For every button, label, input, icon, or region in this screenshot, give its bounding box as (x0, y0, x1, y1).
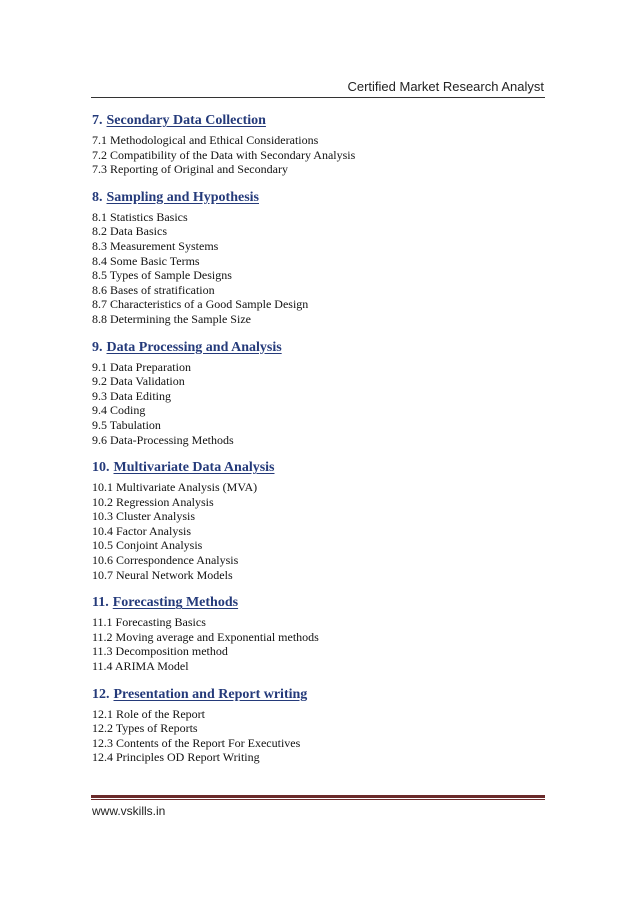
section-title: Forecasting Methods (112, 595, 239, 611)
list-item: 7.2 Compatibility of the Data with Secondary Analysis (92, 147, 356, 162)
section-10 (92, 458, 544, 582)
footer-website: www.vskills.in (92, 804, 166, 818)
list-item: 10.7 Neural Network Models (92, 567, 233, 582)
section-heading (92, 458, 544, 477)
section-title: Multivariate Data Analysis (113, 460, 275, 476)
section-number: 11. (92, 595, 109, 611)
list-item: 12.1 Role of the Report (92, 706, 205, 721)
list-item: 12.4 Principles OD Report Writing (92, 750, 260, 765)
list-item: 10.6 Correspondence Analysis (92, 553, 239, 568)
list-item: 8.5 Types of Sample Designs (92, 268, 232, 283)
list-item: 7.3 Reporting of Original and Secondary (92, 162, 288, 177)
list-item: 12.3 Contents of the Report For Executives (92, 735, 301, 750)
list-item: 10.5 Conjoint Analysis (92, 538, 203, 553)
footer-divider-thick (91, 795, 545, 798)
list-item: 11.3 Decomposition method (92, 644, 228, 659)
section-heading (92, 111, 544, 130)
section-title: Data Processing and Analysis (106, 339, 282, 355)
list-item: 8.4 Some Basic Terms (92, 253, 200, 268)
section-7 (92, 111, 544, 177)
list-item: 10.2 Regression Analysis (92, 494, 214, 509)
list-item: 12.2 Types of Reports (92, 721, 198, 736)
syllabus-content (92, 111, 544, 776)
list-item: 8.6 Bases of stratification (92, 282, 215, 297)
list-item: 8.2 Data Basics (92, 224, 167, 239)
section-item-list (92, 360, 544, 448)
section-number: 8. (92, 189, 103, 205)
section-item-list (92, 133, 544, 177)
section-heading (92, 593, 544, 612)
section-12 (92, 685, 544, 765)
section-9 (92, 338, 544, 448)
list-item: 9.4 Coding (92, 403, 146, 418)
list-item: 9.2 Data Validation (92, 374, 185, 389)
list-item: 9.3 Data Editing (92, 388, 171, 403)
page-header-title: Certified Market Research Analyst (347, 79, 544, 94)
list-item: 11.2 Moving average and Exponential methods (92, 629, 319, 644)
list-item: 9.1 Data Preparation (92, 359, 191, 374)
list-item: 8.3 Measurement Systems (92, 238, 219, 253)
section-number: 12. (92, 686, 110, 702)
section-title: Presentation and Report writing (113, 686, 308, 702)
footer-divider-thin (91, 799, 545, 800)
list-item: 9.5 Tabulation (92, 417, 161, 432)
section-title: Secondary Data Collection (106, 113, 266, 128)
section-8 (92, 188, 544, 327)
section-heading (92, 685, 544, 704)
list-item: 10.3 Cluster Analysis (92, 509, 196, 524)
section-number: 7. (92, 113, 103, 128)
section-heading (92, 188, 544, 207)
section-heading (92, 338, 544, 357)
section-11 (92, 593, 544, 673)
section-item-list (92, 210, 544, 327)
section-number: 9. (92, 339, 103, 355)
section-number: 10. (92, 460, 110, 476)
list-item: 10.1 Multivariate Analysis (MVA) (92, 480, 258, 495)
list-item: 11.4 ARIMA Model (92, 659, 189, 674)
list-item: 8.1 Statistics Basics (92, 209, 188, 224)
list-item: 11.1 Forecasting Basics (92, 615, 206, 630)
list-item: 8.8 Determining the Sample Size (92, 311, 251, 326)
section-title: Sampling and Hypothesis (106, 189, 259, 205)
header-divider (91, 97, 545, 98)
list-item: 10.4 Factor Analysis (92, 523, 191, 538)
list-item: 9.6 Data-Processing Methods (92, 432, 234, 447)
section-item-list (92, 707, 544, 765)
list-item: 7.1 Methodological and Ethical Considerations (92, 133, 319, 147)
section-item-list (92, 615, 544, 673)
list-item: 8.7 Characteristics of a Good Sample Design (92, 297, 309, 312)
section-item-list (92, 480, 544, 582)
